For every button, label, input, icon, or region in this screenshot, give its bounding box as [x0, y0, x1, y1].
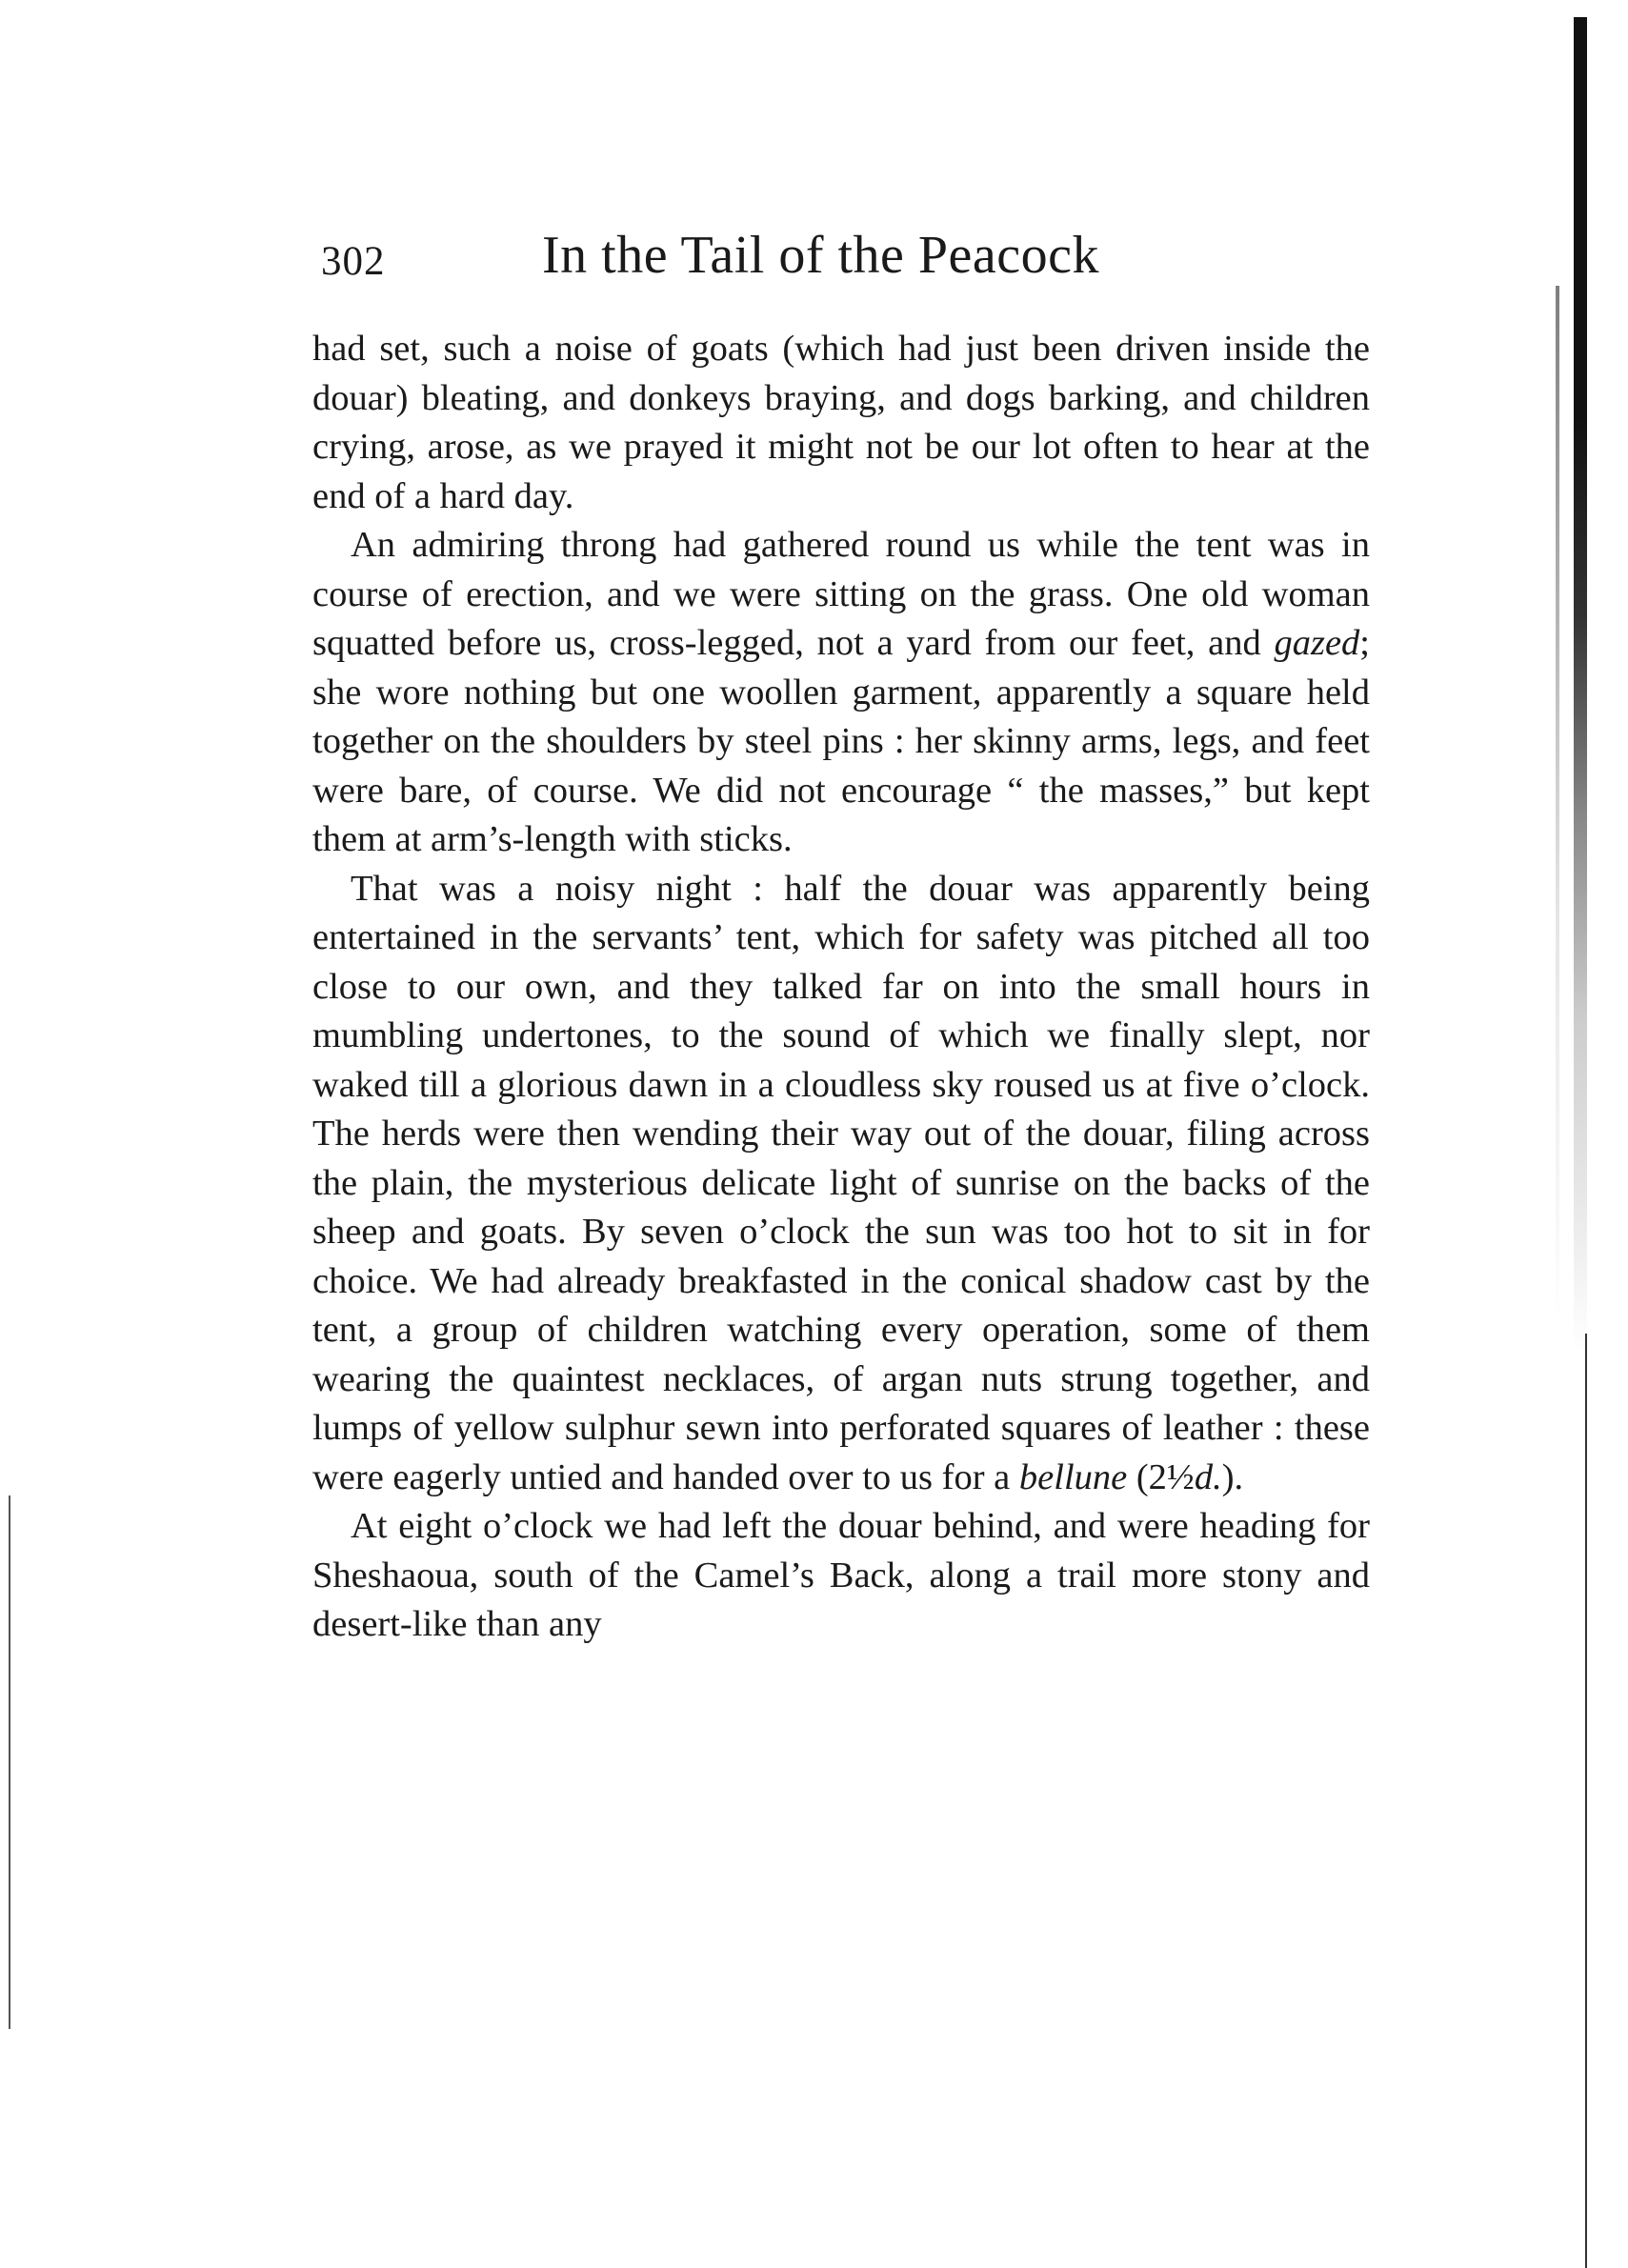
- scan-binding-shadow-inner: [1556, 286, 1559, 1334]
- paragraph: [312, 521, 1370, 865]
- paragraph-text: An admiring throng had gathered round us while the tent was in course of erection, and we were sitting on the grass. One old woman squatted before us, cross-legged, not a yard from our feet, and: [312, 525, 1370, 663]
- paragraph-text: (2½: [1127, 1456, 1195, 1497]
- scan-edge-line-right: [1585, 1334, 1587, 2268]
- paragraph-text: At eight o’clock we had left the douar behind, and were heading for Sheshaoua, south of the Camel’s Back, along a trail more stony and desert-like than any: [312, 1506, 1370, 1644]
- italic-word: d.: [1194, 1456, 1222, 1497]
- paragraph-continued: [312, 325, 1370, 521]
- page-number: 302: [321, 239, 386, 284]
- paragraph: [312, 865, 1370, 1503]
- scan-binding-shadow: [1574, 17, 1587, 1351]
- running-header: [321, 225, 1372, 301]
- paragraph-text: That was a noisy night : half the douar was apparently being entertained in the servants’ tent, which for safety was pitched all too close to our own, and they talked far on into the small hours in mumbling undertones, to the sound of which we finally slept, nor waked till a glorious dawn in a cloudless sky roused us at five o’clock. The herds were then wending their way out of the douar, filing across the plain, the mysterious delicate light of sunrise on the backs of the sheep and goats. By seven o’clock the sun was too hot to sit in for choice. We had already breakfasted in the conical shadow cast by the tent, a group of children watching every operation, some of them wearing the quaintest necklaces, of argan nuts strung together, and lumps of yellow sulphur sewn into perforated squares of leather : these were eagerly untied and handed over to us for a: [312, 868, 1370, 1497]
- paragraph-text: ; she wore nothing but one woollen garment, apparently a square held together on the shoulders by steel pins : her skinny arms, legs, and feet were bare, of course. We did not encourage “ the masses,” but kept them at arm’s-length with sticks.: [312, 623, 1370, 859]
- body-text: [312, 325, 1370, 1650]
- running-title: In the Tail of the Peacock: [542, 226, 1099, 285]
- paragraph-text: had set, such a noise of goats (which had just been driven inside the douar) bleating, and donkeys braying, and dogs barking, and children crying, arose, as we prayed it might not be our lot often to hear at the end of a hard day.: [312, 329, 1370, 516]
- paragraph-text: ).: [1221, 1456, 1244, 1497]
- italic-word: gazed: [1274, 623, 1360, 663]
- italic-word: bellune: [1018, 1456, 1128, 1497]
- scan-edge-line-left: [9, 1495, 10, 2029]
- paragraph: [312, 1502, 1370, 1650]
